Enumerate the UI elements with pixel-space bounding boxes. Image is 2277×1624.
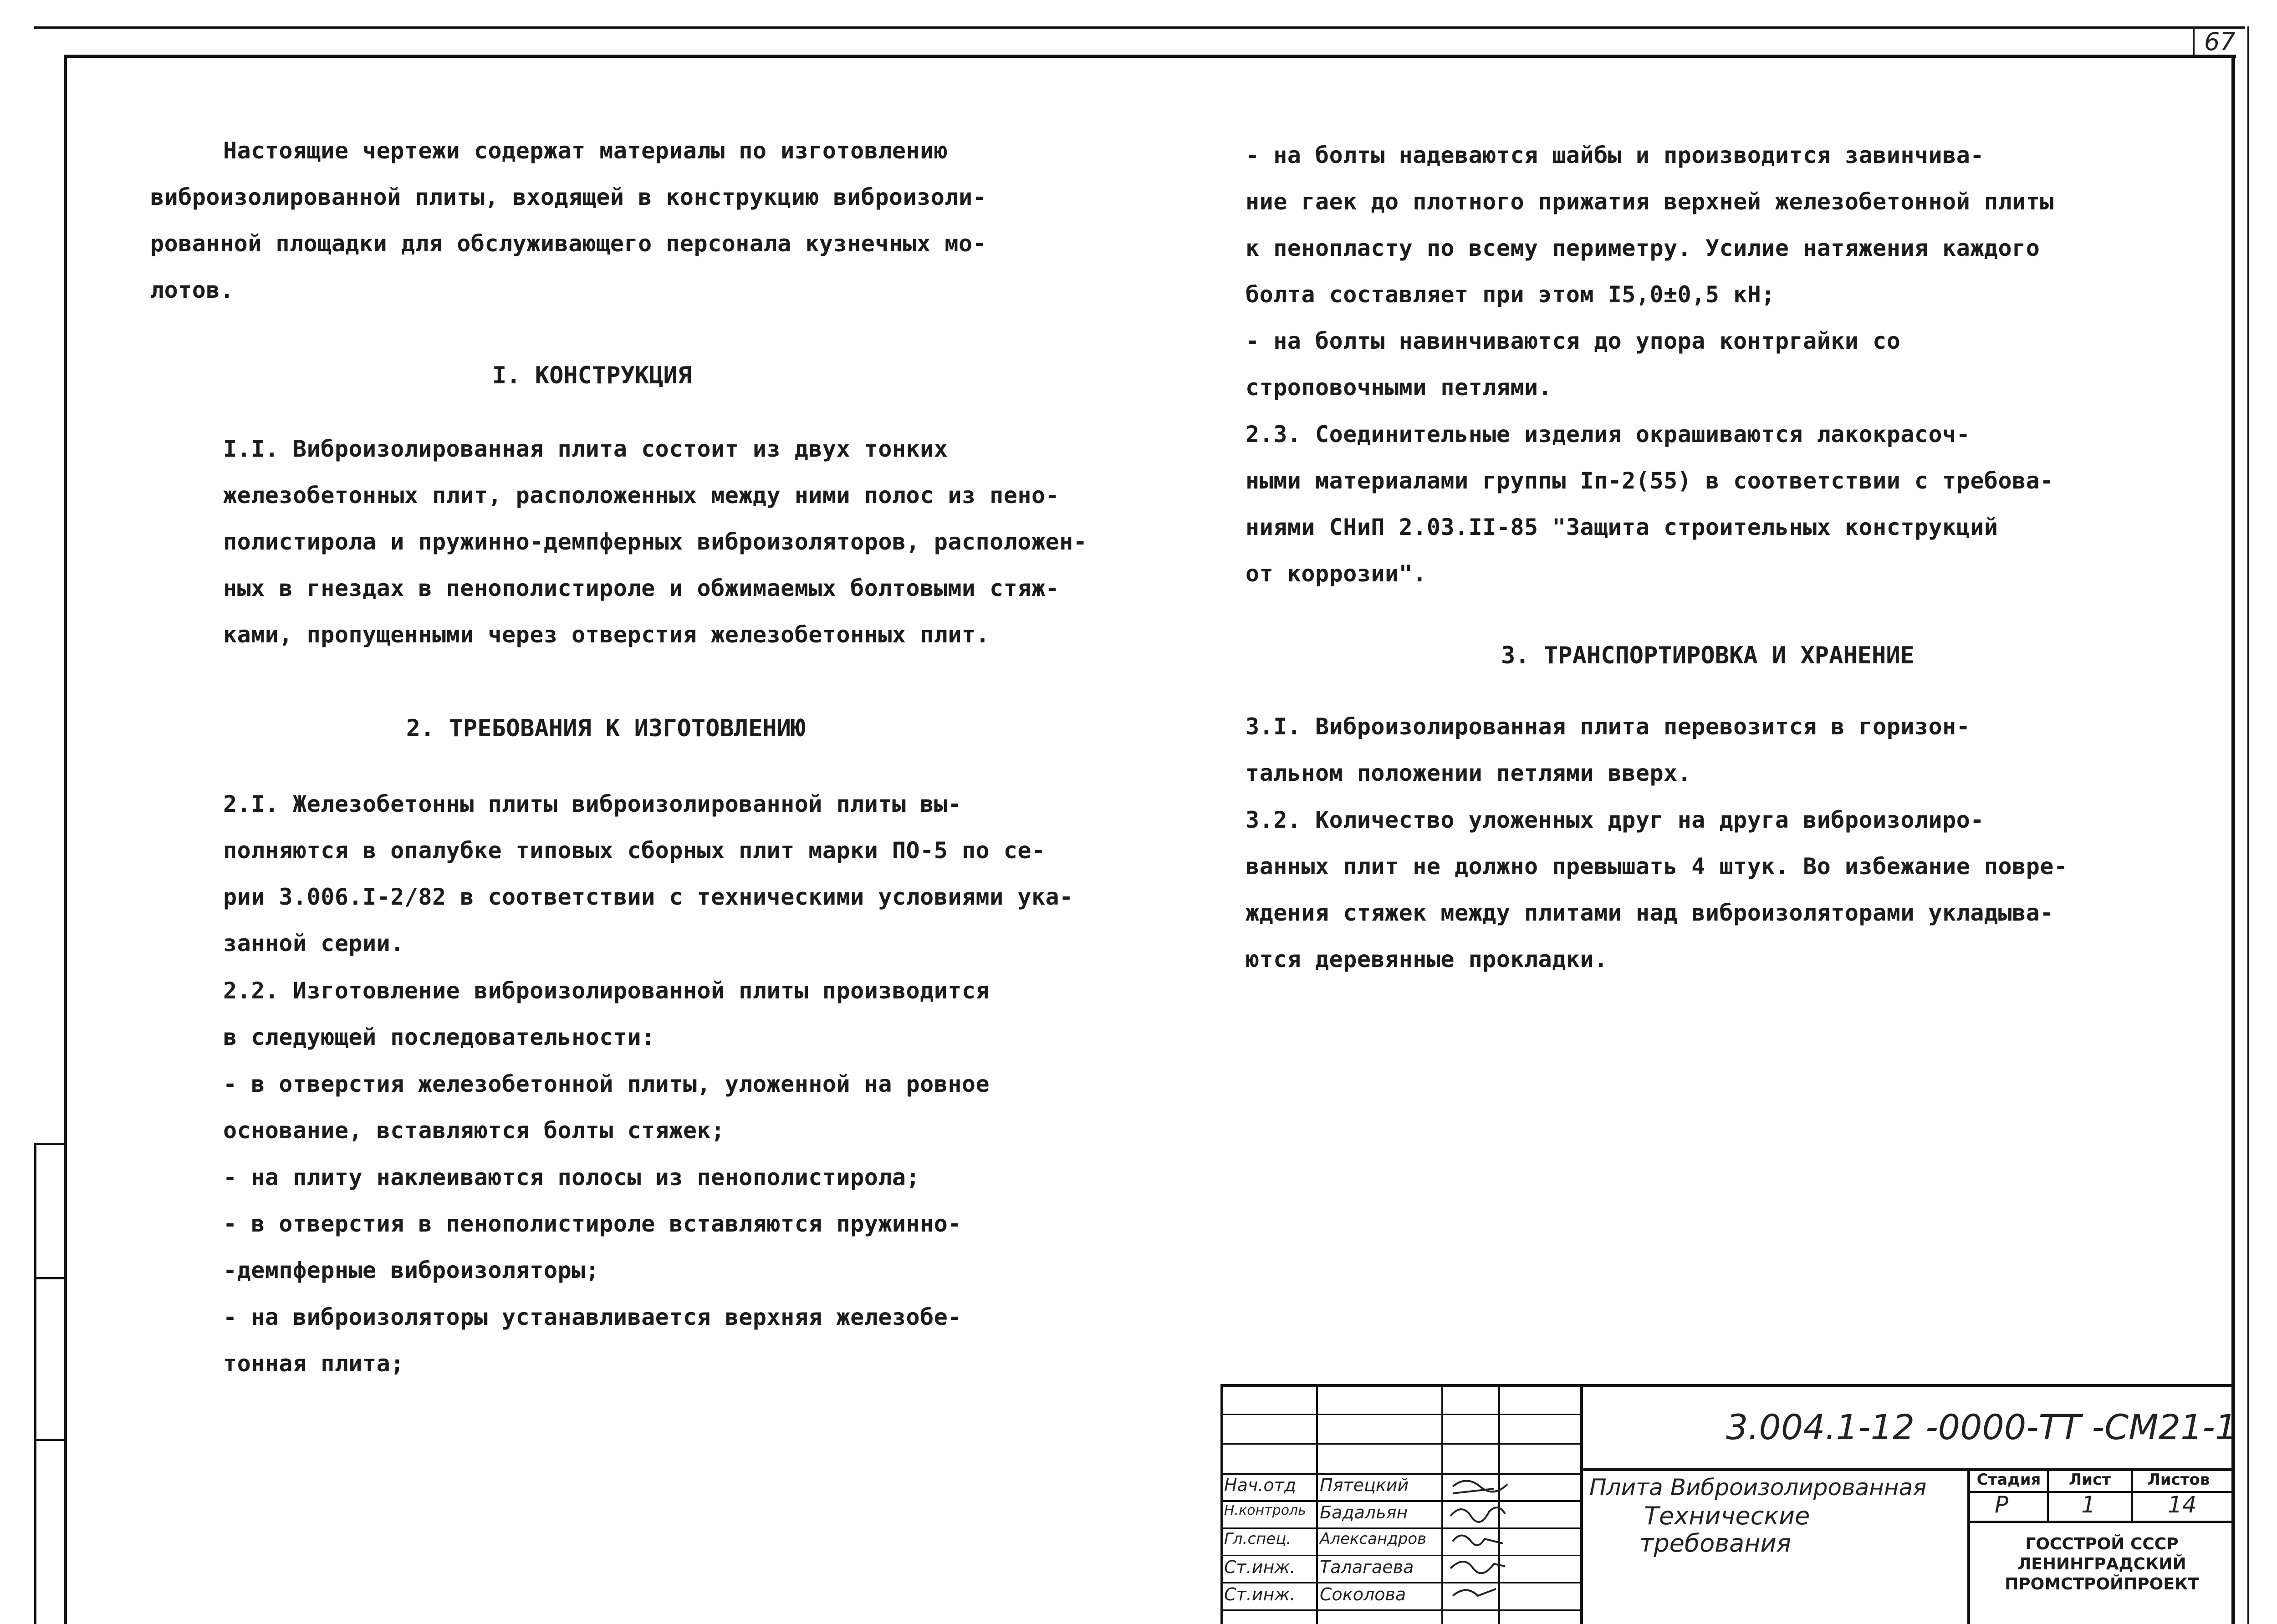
staff-role: Гл.спец. bbox=[1224, 1530, 1292, 1548]
frame-right-outer bbox=[2247, 26, 2249, 1624]
drawing-title-line3: требования bbox=[1639, 1529, 1792, 1558]
list-item-bolts: - в отверстия железобетонной плиты, уложенной на ровное основание, вставляются болты стяжек; bbox=[223, 1071, 990, 1144]
staff-name: Пятецкий bbox=[1320, 1475, 1409, 1495]
list-item-top-plate: - на виброизоляторы устанавливается верхняя железобе- тонная плита; bbox=[223, 1304, 962, 1377]
stage-header: Стадия bbox=[1976, 1471, 2041, 1489]
sheets-value: 14 bbox=[2168, 1492, 2197, 1518]
org-line3: ПРОМСТРОЙПРОЕКТ bbox=[2005, 1575, 2199, 1593]
drawing-title-line1: Плита Виброизолированная bbox=[1589, 1474, 1927, 1501]
signature-scribbles bbox=[1444, 1473, 1580, 1623]
document-code: 3.004.1-12 -0000-ТТ -СМ21-1 bbox=[1726, 1407, 2237, 1447]
paragraph-2-1: 2.I. Железобетонны плиты виброизолированной плиты вы- полняются в опалубке типовых сборных плит марки ПО-5 по се- рии 3.006.I-2/82 в соответствии с техническими условиями ука- занной серии. bbox=[223, 791, 1073, 957]
staff-role: Ст.инж. bbox=[1224, 1584, 1296, 1604]
title-block bbox=[1220, 1384, 2237, 1624]
paragraph-3-2: 3.2. Количество уложенных друг на друга виброизолиро- ванных плит не должно превышать 4 штук. Во избежание повре- ждения стяжек между плитами над виброизоляторами укладыва- ются деревянные прокладки. bbox=[1246, 807, 2068, 972]
sheet-value: 1 bbox=[2081, 1492, 2096, 1518]
paragraph-2-3: 2.3. Соединительные изделия окрашиваются лакокрасоч- ными материалами группы Iп-2(55) в соответствии с требова- ниями СНиП 2.03.II-85 "Защита строительных конструкций от коррозии". bbox=[1246, 421, 2054, 587]
margin-box-mid bbox=[34, 1277, 66, 1279]
staff-role: Нач.отд bbox=[1224, 1475, 1297, 1495]
page-number: 67 bbox=[2204, 27, 2236, 56]
staff-name: Александров bbox=[1320, 1530, 1427, 1548]
page-number-box-left bbox=[2193, 28, 2195, 57]
org-line2: ЛЕНИНГРАДСКИЙ bbox=[2017, 1555, 2186, 1573]
sheets-header: Листов bbox=[2147, 1471, 2210, 1489]
section-1-title: I. КОНСТРУКЦИЯ bbox=[492, 362, 692, 389]
list-item-locknuts: - на болты навинчиваются до упора контргайки со строповочными петлями. bbox=[1246, 328, 1901, 401]
margin-box-left bbox=[34, 1143, 36, 1624]
org-line1: ГОССТРОЙ СССР bbox=[2025, 1535, 2179, 1553]
section-2-title: 2. ТРЕБОВАНИЯ К ИЗГОТОВЛЕНИЮ bbox=[406, 715, 806, 742]
stage-value: Р bbox=[1995, 1492, 2009, 1518]
staff-name: Талагаева bbox=[1320, 1557, 1414, 1577]
list-item-foam: - на плиту наклеиваются полосы из пенополистирола; bbox=[223, 1164, 920, 1191]
staff-name: Соколова bbox=[1320, 1584, 1406, 1604]
frame-top-outer bbox=[34, 26, 2245, 29]
sheet-header: Лист bbox=[2069, 1471, 2111, 1489]
margin-box-bottom bbox=[34, 1439, 66, 1441]
intro-paragraph: Настоящие чертежи содержат материалы по изготовлению виброизолированной плиты, входящей в конструкцию виброизоли- рованной площадки для обслуживающего персонала кузнечных мо- лотов. bbox=[150, 137, 987, 303]
staff-role: Ст.инж. bbox=[1224, 1557, 1296, 1577]
staff-name: Бадальян bbox=[1320, 1502, 1408, 1522]
section-3-title: 3. ТРАНСПОРТИРОВКА И ХРАНЕНИЕ bbox=[1501, 642, 1915, 669]
paragraph-1-1: I.I. Виброизолированная плита состоит из двух тонких железобетонных плит, расположенных между ними полос из пено- полистирола и пружинно-демпферных виброизоляторов, расположен- ных в гнездах в пенополистироле и обжимаемых болтовыми стяж- ками, пропущенными через отверстия железобетонных плит. bbox=[223, 436, 1087, 648]
paragraph-3-1: 3.I. Виброизолированная плита перевозится в горизон- тальном положении петлями вверх. bbox=[1246, 713, 1971, 786]
frame-top bbox=[64, 55, 2236, 58]
drawing-title-line2: Технические bbox=[1644, 1502, 1810, 1530]
frame-left bbox=[64, 55, 67, 1624]
list-item-isolators: - в отверстия в пенополистироле вставляются пружинно- -демпферные виброизоляторы; bbox=[223, 1211, 962, 1283]
list-item-nuts: - на болты надеваются шайбы и производится завинчива- ние гаек до плотного прижатия верхней железобетонной плиты к пенопласту по всему периметру. Усилие натяжения каждого болта составляет при этом I5,0±0,5 кН; bbox=[1246, 142, 2054, 308]
margin-box-top bbox=[34, 1143, 66, 1145]
staff-role: Н.контроль bbox=[1224, 1502, 1306, 1518]
paragraph-2-2: 2.2. Изготовление виброизолированной плиты производится в следующей последовательности: bbox=[223, 977, 990, 1050]
